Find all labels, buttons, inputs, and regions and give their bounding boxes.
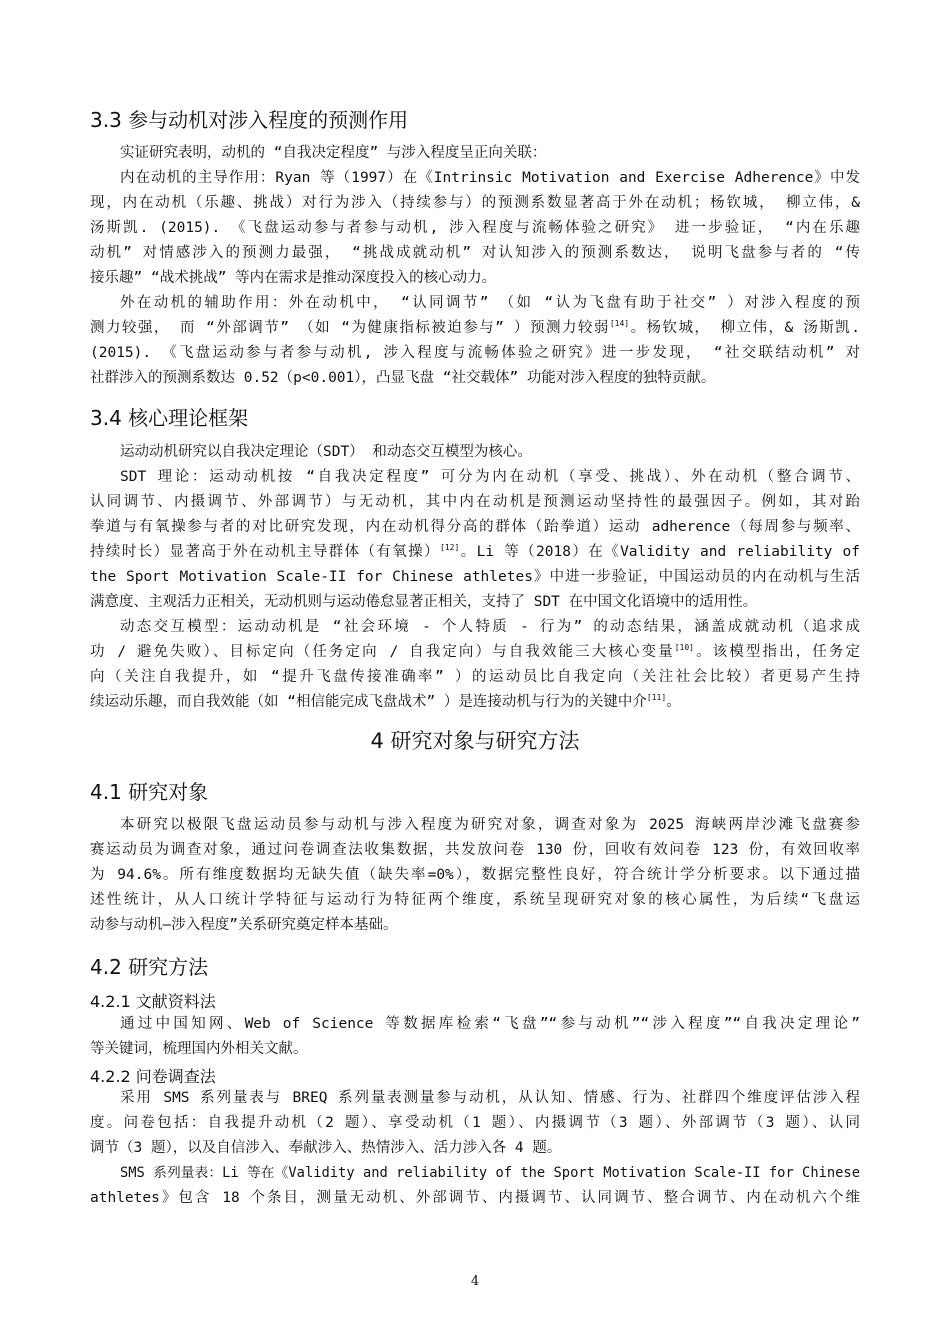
paragraph-line: 实证研究表明，动机的 “自我决定程度” 与涉入程度呈正向关联： <box>120 145 547 161</box>
paragraph-line: 通过中国知网、Web of Science 等数据库检索“飞盘”“参与动机”“涉入程度”“自我决定理论” <box>120 1016 860 1032</box>
section-heading-4-1: 4.1 研究对象 <box>90 780 209 804</box>
paragraph-text: 。该模型指出，任务定 <box>694 644 860 660</box>
paragraph-line: 动机” 对情感涉入的预测力最强， “挑战成就动机” 对认知涉入的预测系数达， 说明飞盘参与者的 “传 <box>90 245 860 261</box>
paragraph-line: athletes》包含 18 个条目，测量无动机、外部调节、内摄调节、认同调节、整合调节、内在动机六个维 <box>90 1190 860 1206</box>
paragraph-text: 。Li 等（2018）在《Validity and reliability of <box>459 544 860 560</box>
paragraph-line: 内在动机的主导作用：Ryan 等（1997）在《Intrinsic Motivation and Exercise Adherence》中发 <box>120 170 860 186</box>
paragraph-line: 动态交互模型：运动动机是 “社会环境 - 个人特质 - 行为” 的动态结果，涵盖成就动机（追求成 <box>120 619 860 635</box>
paragraph-text: 续运动乐趣，而自我效能（如 “相信能完成飞盘战术” ）是连接动机与行为的关键中介 <box>90 694 647 710</box>
paragraph-line: 汤斯凯. (2015). 《飞盘运动参与者参与动机, 涉入程度与流畅体验之研究》 进一步验证， “内在乐趣 <box>90 220 860 236</box>
paragraph-line: 等关键词，梳理国内外相关文献。 <box>90 1041 308 1057</box>
paragraph-text: 。 <box>666 694 681 710</box>
section-heading-3-3: 3.3 参与动机对涉入程度的预测作用 <box>90 108 409 132</box>
paragraph-line: 赛运动员为调查对象，通过问卷调查法收集数据，共发放问卷 130 份，回收有效问卷 123 份，有效回收率 <box>90 842 860 858</box>
section-heading-3-4: 3.4 核心理论框架 <box>90 406 249 430</box>
paragraph-line: 采用 SMS 系列量表与 BREQ 系列量表测量参与动机，从认知、情感、行为、社群四个维度评估涉入程 <box>120 1090 860 1106</box>
paragraph-line: 本研究以极限飞盘运动员参与动机与涉入程度为研究对象，调查对象为 2025 海峡两岸沙滩飞盘赛参 <box>120 817 860 833</box>
citation-ref: [14] <box>609 319 630 328</box>
paragraph-line: 认同调节、内摄调节、外部调节）与无动机，其中内在动机是预测运动坚持性的最强因子。例如，其对跆 <box>90 494 860 510</box>
paragraph-text: 功 / 避免失败）、目标定向（任务定向 / 自我定向）与自我效能三大核心变量 <box>90 644 675 660</box>
paragraph-line: 运动动机研究以自我决定理论（SDT） 和动态交互模型为核心。 <box>120 444 532 460</box>
page-number: 4 <box>470 1274 480 1289</box>
citation-ref: [11] <box>646 693 667 702</box>
section-heading-4-2: 4.2 研究方法 <box>90 955 209 979</box>
paragraph-line: 满意度、主观活力正相关，无动机则与运动倦怠显著正相关，支持了 SDT 在中国文化语境中的适用性。 <box>90 594 758 610</box>
subsection-heading-4-2-2: 4.2.2 问卷调查法 <box>90 1067 216 1086</box>
paragraph-line: 向（关注自我提升，如 “提升飞盘传接准确率” ）的运动员比自我定向（关注社会比较）者更易产生持 <box>90 669 860 685</box>
paragraph-line: (2015). 《飞盘运动参与者参与动机, 涉入程度与流畅体验之研究》进一步发现， “社交联结动机” 对 <box>90 345 860 361</box>
paragraph-line <box>90 542 860 562</box>
paragraph-line: 拳道与有氧操参与者的对比研究发现，内在动机得分高的群体（跆拳道）运动 adherence（每周参与频率、 <box>90 519 860 535</box>
chapter-heading-4: 4 研究对象与研究方法 <box>370 729 580 753</box>
paragraph-line: 动参与动机—涉入程度”关系研究奠定样本基础。 <box>90 917 398 933</box>
citation-ref: [12] <box>440 543 460 552</box>
paragraph-line <box>90 642 860 662</box>
subsection-heading-4-2-1: 4.2.1 文献资料法 <box>90 992 216 1011</box>
paragraph-line: the Sport Motivation Scale-II for Chinese athletes》中进一步验证，中国运动员的内在动机与生活 <box>90 569 860 585</box>
paragraph-line: 现，内在动机（乐趣、挑战）对行为涉入（持续参与）的预测系数显著高于外在动机；杨钦城， 柳立伟，& <box>90 195 860 211</box>
paragraph-text: 。杨钦城， 柳立伟，& 汤斯凯. <box>629 320 860 336</box>
paragraph-line <box>90 318 860 338</box>
paragraph-text: 测力较强， 而 “外部调节” （如 “为健康指标被迫参与” ）预测力较弱 <box>90 320 610 336</box>
paragraph-line: 度。问卷包括：自我提升动机（2 题）、享受动机（1 题）、内摄调节（3 题）、外部调节（3 题）、认同 <box>90 1115 860 1131</box>
paragraph-line: 外在动机的辅助作用：外在动机中， “认同调节” （如 “认为飞盘有助于社交” ）对涉入程度的预 <box>120 295 860 311</box>
paragraph-line: SMS 系列量表：Li 等在《Validity and reliability of the Sport Motivation Scale-II for Chinese <box>120 1165 860 1181</box>
paragraph-line: SDT 理论：运动动机按 “自我决定程度” 可分为内在动机（享受、挑战）、外在动机（整合调节、 <box>120 469 860 485</box>
paragraph-line: 为 94.6%。所有维度数据均无缺失值（缺失率=0%），数据完整性良好，符合统计学分析要求。以下通过描 <box>90 867 860 883</box>
paragraph-line: 调节（3 题），以及自信涉入、奉献涉入、热情涉入、活力涉入各 4 题。 <box>90 1140 562 1156</box>
paragraph-line: 述性统计，从人口统计学特征与运动行为特征两个维度，系统呈现研究对象的核心属性，为后续“飞盘运 <box>90 892 860 908</box>
paragraph-line: 接乐趣” “战术挑战” 等内在需求是推动深度投入的核心动力。 <box>90 270 497 286</box>
paragraph-line: 社群涉入的预测系数达 0.52（p<0.001），凸显飞盘 “社交载体” 功能对涉入程度的独特贡献。 <box>90 370 716 386</box>
paragraph-line <box>90 692 860 712</box>
paragraph-text: 持续时长）显著高于外在动机主导群体（有氧操） <box>90 544 441 560</box>
citation-ref: [10] <box>674 643 694 652</box>
